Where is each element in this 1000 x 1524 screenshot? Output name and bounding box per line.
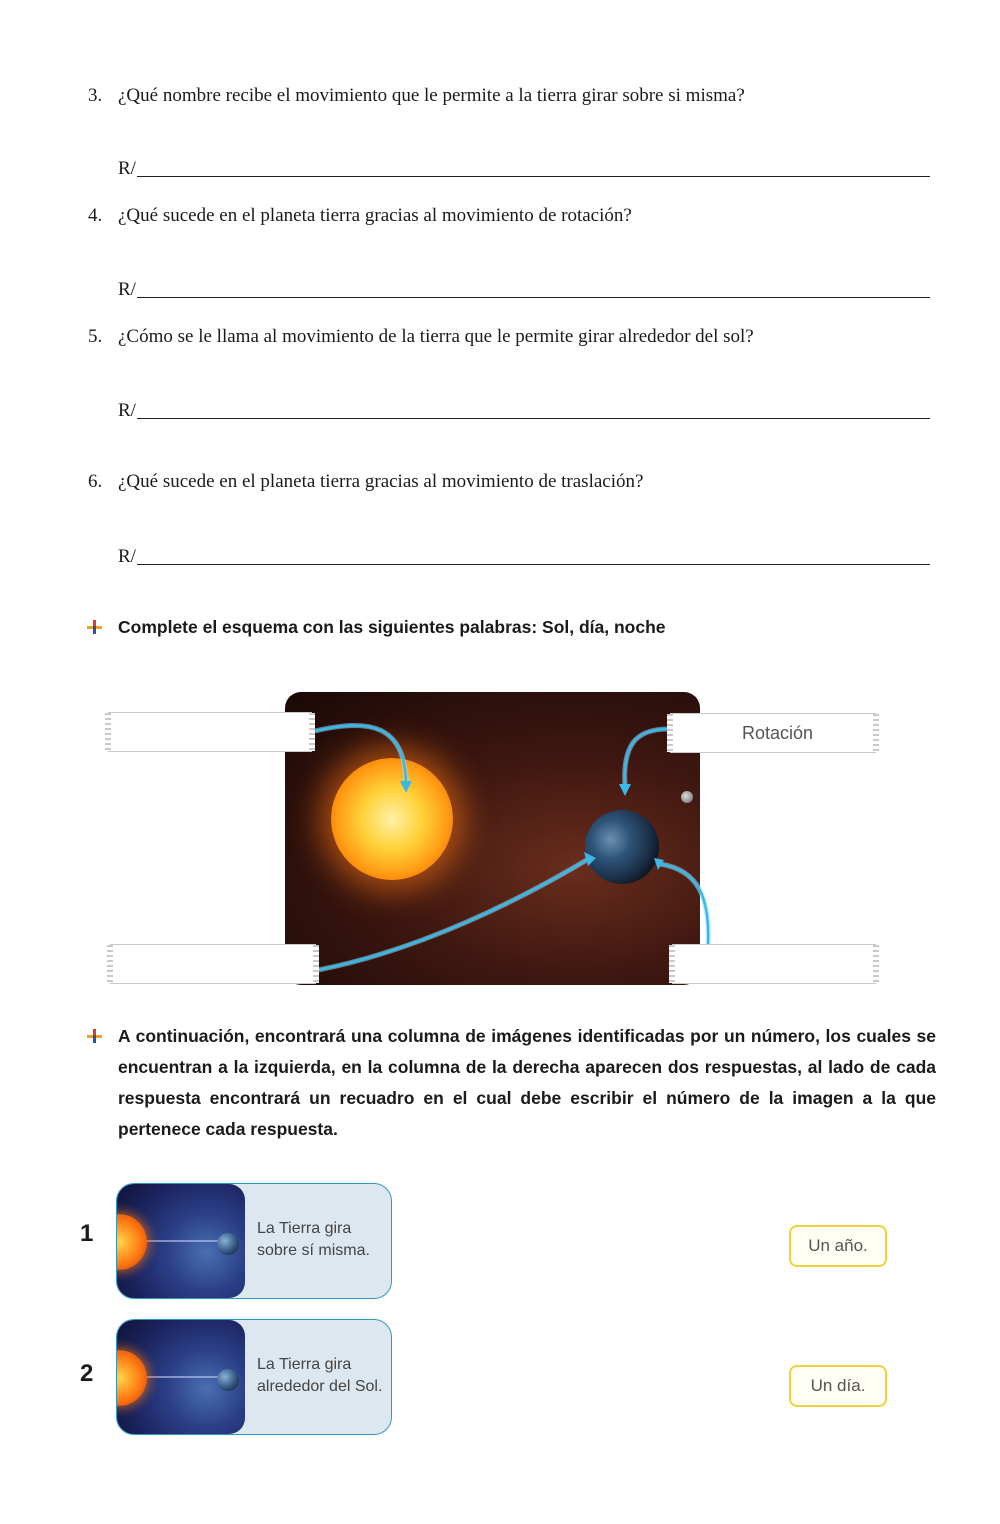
label-box-top-left[interactable]: [108, 712, 312, 752]
card-caption: La Tierra gira sobre sí misma.: [257, 1220, 370, 1259]
answer-box-un-dia[interactable]: Un día.: [789, 1365, 887, 1407]
sun-image: [116, 1350, 147, 1406]
answer-field-4[interactable]: R/: [118, 275, 930, 301]
space-image: [117, 1320, 245, 1434]
sun-image: [331, 758, 453, 880]
answer-line[interactable]: [137, 157, 930, 177]
answer-box-un-ano[interactable]: Un año.: [789, 1225, 887, 1267]
earth-image: [217, 1233, 239, 1255]
answer-field-5[interactable]: R/: [118, 396, 930, 422]
moon-image: [681, 791, 693, 803]
question-6: 6. ¿Qué sucede en el planeta tierra gracias al movimiento de traslación?: [88, 471, 644, 492]
bullet-arrow-icon: [86, 1028, 102, 1044]
question-text: ¿Qué sucede en el planeta tierra gracias al movimiento de rotación?: [118, 205, 632, 226]
image-card-1: [116, 1183, 392, 1299]
label-box-bottom-right[interactable]: [672, 944, 876, 984]
image-card-2: [116, 1319, 392, 1435]
answer-field-6[interactable]: R/: [118, 542, 930, 568]
answer-line[interactable]: [137, 545, 930, 565]
question-5: 5. ¿Cómo se le llama al movimiento de la tierra que le permite girar alrededor del sol?: [88, 326, 754, 347]
space-image: [117, 1184, 245, 1298]
label-box-bottom-left[interactable]: [110, 944, 316, 984]
sun-image: [116, 1214, 147, 1270]
rotation-label: Rotación: [742, 723, 814, 743]
section-instructions-matching: A continuación, encontrará una columna de imágenes identificadas por un número, los cuales se encuentran a la izquierda, en la columna de la derecha aparecen dos respuestas, al lado de cada respuesta encontrará un recuadro en el cual debe escribir el número de la imagen a la que pertenece cada respuesta.: [118, 1026, 936, 1139]
bullet-arrow-icon: [86, 619, 102, 635]
answer-field-3[interactable]: R/: [118, 154, 930, 180]
earth-image: [217, 1369, 239, 1391]
answer-line[interactable]: [137, 278, 930, 298]
section-title-diagram: Complete el esquema con las siguientes palabras: Sol, día, noche: [118, 617, 666, 637]
card-caption: La Tierra gira alrededor del Sol.: [257, 1356, 383, 1395]
rotation-diagram-image: [285, 692, 700, 985]
label-box-top-right: [670, 713, 876, 753]
image-number-1: 1: [80, 1220, 94, 1247]
question-text: ¿Cómo se le llama al movimiento de la tierra que le permite girar alrededor del sol?: [118, 326, 754, 347]
question-3: 3. ¿Qué nombre recibe el movimiento que le permite a la tierra girar sobre si misma?: [88, 85, 745, 106]
image-number-2: 2: [80, 1360, 94, 1387]
earth-image: [585, 810, 659, 884]
question-text: ¿Qué nombre recibe el movimiento que le permite a la tierra girar sobre si misma?: [118, 85, 745, 106]
question-4: 4. ¿Qué sucede en el planeta tierra gracias al movimiento de rotación?: [88, 205, 632, 226]
question-text: ¿Qué sucede en el planeta tierra gracias al movimiento de traslación?: [118, 471, 644, 492]
answer-line[interactable]: [137, 399, 930, 419]
